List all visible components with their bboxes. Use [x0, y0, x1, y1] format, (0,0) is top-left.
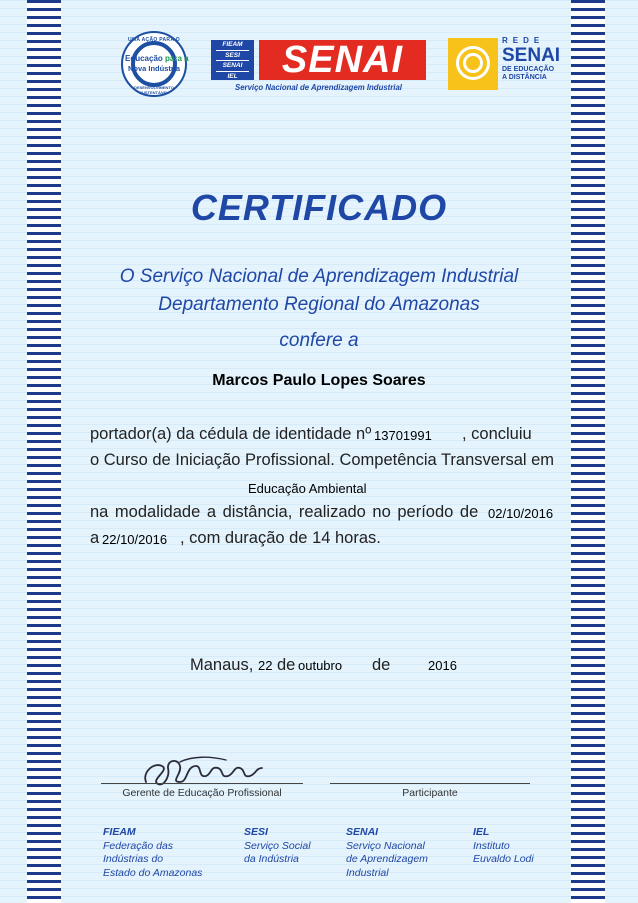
modality-text: na modalidade a distância, realizado no período de: [90, 503, 479, 521]
issuer-line-2: Departamento Regional do Amazonas: [158, 294, 480, 315]
logo-line-2: Nova Indústria: [127, 64, 181, 73]
footer-iel: [473, 826, 534, 867]
footer-sesi-heading: SESI: [244, 826, 268, 838]
fieam-box-line-4: IEL: [227, 72, 238, 80]
left-striped-border: [27, 0, 61, 903]
senai-logo-wordmark: SENAI: [281, 39, 404, 81]
rede-line-3: DE EDUCAÇÃO: [502, 66, 555, 73]
fieam-system-logo: [211, 40, 254, 80]
issuer-line-3: confere a: [279, 330, 359, 351]
footer-iel-line-1: Instituto: [473, 839, 510, 852]
manager-signature-label: Gerente de Educação Profissional: [122, 787, 282, 799]
logo-line-1: [125, 54, 189, 63]
footer-fieam: [103, 826, 202, 880]
fieam-box-line-1: FIEAM: [216, 40, 249, 51]
year-value: 2016: [428, 658, 457, 673]
educacao-nova-industria-logo: [121, 31, 187, 97]
rede-senai-logo-text: [502, 36, 572, 82]
end-date-value: 22/10/2016: [102, 532, 168, 547]
rede-line-4: A DISTÂNCIA: [502, 74, 547, 81]
footer-senai-heading: SENAI: [346, 826, 379, 838]
footer-senai: [346, 826, 428, 880]
footer-sesi-line-1: Serviço Social: [244, 839, 311, 852]
month-value: outubro: [298, 658, 343, 673]
manager-signature: [140, 752, 280, 790]
footer-iel-line-2: Euvaldo Lodi: [473, 853, 534, 865]
logo-line-1a: Educação: [125, 54, 163, 63]
rede-line-2: SENAI: [502, 45, 561, 66]
footer-senai-line-2: de Aprendizagem: [346, 853, 428, 865]
de-text-2: de: [372, 656, 391, 674]
a-text: a: [90, 529, 100, 547]
participant-name: Marcos Paulo Lopes Soares: [212, 372, 426, 389]
duration-text: , com duração de 14 horas.: [180, 529, 381, 547]
footer-senai-line-1: Serviço Nacional: [346, 839, 425, 852]
footer-fieam-line-1: Federação das: [103, 839, 174, 852]
footer-iel-heading: IEL: [473, 826, 490, 838]
start-date-value: 02/10/2016: [488, 506, 554, 521]
logo-ring-top-text: UMA AÇÃO PARA O: [128, 37, 180, 43]
participant-signature-label: Participante: [402, 787, 458, 799]
footer-fieam-line-3: Estado do Amazonas: [103, 866, 203, 879]
id-text-prefix: portador(a) da cédula de identidade nº: [90, 425, 372, 443]
rede-line-1: REDE: [502, 36, 545, 45]
place-prefix: Manaus,: [190, 656, 254, 674]
logo-ring-bottom-text: DESENVOLVIMENTO SUSTENTÁVEL: [134, 85, 174, 95]
certificate-title: CERTIFICADO: [190, 187, 448, 228]
de-text-1: de: [277, 656, 296, 674]
concluiu-text: , concluiu: [462, 425, 532, 443]
footer-sesi: [244, 826, 311, 867]
fieam-box-line-3: SENAI: [216, 61, 249, 72]
participant-signature-line: [330, 783, 530, 784]
fieam-box-line-2: SESI: [216, 51, 249, 62]
logo-line-1b: para a: [165, 54, 189, 63]
footer-senai-line-3: Industrial: [346, 866, 389, 879]
issuer-line-1: O Serviço Nacional de Aprendizagem Industrial: [119, 266, 519, 287]
senai-logo-subtitle: Serviço Nacional de Aprendizagem Industrial: [235, 83, 402, 92]
footer-fieam-heading: FIEAM: [103, 826, 136, 838]
footer-sesi-line-2: da Indústria: [244, 853, 299, 865]
id-number-value: 13701991: [374, 428, 432, 443]
day-value: 22: [258, 658, 273, 673]
course-name-value: Educação Ambiental: [248, 481, 367, 496]
course-text: o Curso de Iniciação Profissional. Competência Transversal em: [90, 451, 555, 469]
rede-swirl-inner-icon: [463, 53, 483, 73]
footer-fieam-line-2: Indústrias do: [103, 853, 164, 865]
right-striped-border: [571, 0, 605, 903]
manager-signature-line: [101, 783, 303, 784]
